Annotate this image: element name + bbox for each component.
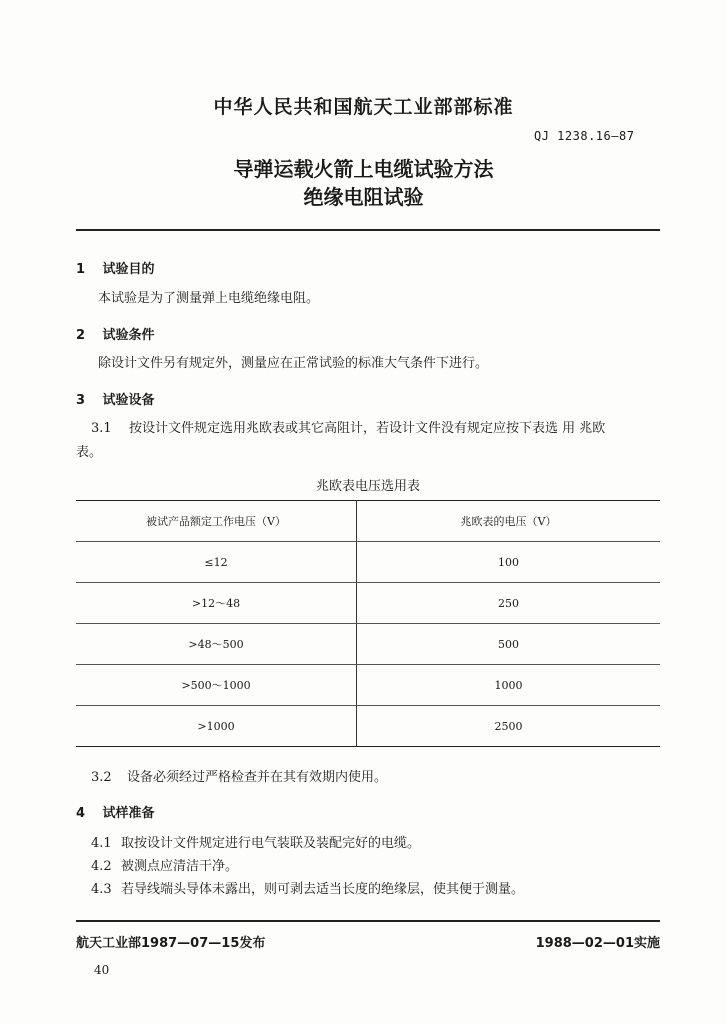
clause-4-1 bbox=[91, 832, 420, 851]
table-header-cell: 被试产品额定工作电压（V） bbox=[76, 501, 357, 542]
clause-text: 取按设计文件规定进行电气装联及装配完好的电缆。 bbox=[121, 836, 421, 851]
clause-text: 按设计文件规定选用兆欧表或其它高阻计，若设计文件没有规定应按下表选 用 兆欧 bbox=[129, 421, 606, 436]
table-cell: >1000 bbox=[76, 706, 357, 747]
table-cell: 500 bbox=[357, 624, 661, 665]
table-caption: 兆欧表电压选用表 bbox=[315, 479, 420, 494]
section-title: 试样准备 bbox=[102, 806, 155, 821]
clause-number: 3.1 bbox=[91, 421, 112, 436]
clause-number: 4.3 bbox=[91, 882, 112, 897]
table-cell: 1000 bbox=[357, 665, 661, 706]
section-3-heading bbox=[76, 389, 155, 408]
clause-3-1-continuation: 表。 bbox=[76, 445, 103, 460]
section-title: 试验条件 bbox=[102, 328, 155, 343]
page-number: 40 bbox=[94, 963, 110, 977]
issuing-organization: 中华人民共和国航天工业部部标准 bbox=[213, 96, 514, 118]
clause-text: 若导线端头导体未露出，则可剥去适当长度的绝缘层，使其便于测量。 bbox=[121, 882, 525, 897]
clause-3-1 bbox=[91, 417, 605, 436]
clause-number: 4.1 bbox=[91, 836, 112, 851]
clause-4-3 bbox=[91, 878, 524, 897]
table-cell: 250 bbox=[357, 583, 661, 624]
table-cell: 100 bbox=[357, 542, 661, 583]
clause-text: 被测点应清洁干净。 bbox=[121, 859, 239, 874]
section-title: 试验设备 bbox=[102, 393, 155, 408]
table-cell: ≤12 bbox=[76, 542, 357, 583]
section-2-text: 除设计文件另有规定外，测量应在正常试验的标准大气条件下进行。 bbox=[98, 356, 489, 371]
section-1-text: 本试验是为了测量弹上电缆绝缘电阻。 bbox=[98, 291, 320, 306]
section-2-heading bbox=[76, 324, 155, 343]
table-row bbox=[76, 665, 660, 706]
clause-number: 4.2 bbox=[91, 859, 112, 874]
section-number: 1 bbox=[76, 262, 86, 277]
table-row bbox=[76, 706, 660, 747]
footer-rule bbox=[76, 920, 660, 922]
table-row bbox=[76, 583, 660, 624]
document-subtitle: 绝缘电阻试验 bbox=[303, 185, 424, 209]
section-number: 3 bbox=[76, 393, 86, 408]
section-1-heading bbox=[76, 258, 155, 277]
document-title: 导弹运载火箭上电缆试验方法 bbox=[233, 157, 494, 181]
issue-date: 航天工业部1987—07—15发布 bbox=[76, 936, 266, 951]
table-cell: >12～48 bbox=[76, 583, 357, 624]
table-cell: >500～1000 bbox=[76, 665, 357, 706]
table-row bbox=[76, 624, 660, 665]
section-title: 试验目的 bbox=[102, 262, 155, 277]
section-4-heading bbox=[76, 802, 155, 821]
clause-text: 设备必须经过严格检查并在其有效期内使用。 bbox=[127, 770, 388, 785]
effective-date: 1988—02—01实施 bbox=[535, 936, 660, 951]
voltage-selection-table bbox=[76, 500, 660, 747]
clause-4-2 bbox=[91, 855, 238, 874]
section-number: 4 bbox=[76, 806, 86, 821]
standard-code: QJ 1238.16—87 bbox=[534, 129, 635, 143]
clause-number: 3.2 bbox=[91, 770, 112, 785]
table-cell: >48～500 bbox=[76, 624, 357, 665]
table-header-row bbox=[76, 501, 660, 542]
table-header-cell: 兆欧表的电压（V） bbox=[357, 501, 661, 542]
section-number: 2 bbox=[76, 328, 86, 343]
table-cell: 2500 bbox=[494, 719, 523, 733]
table-row bbox=[76, 542, 660, 583]
clause-3-2 bbox=[91, 766, 387, 785]
header-rule bbox=[76, 229, 660, 231]
